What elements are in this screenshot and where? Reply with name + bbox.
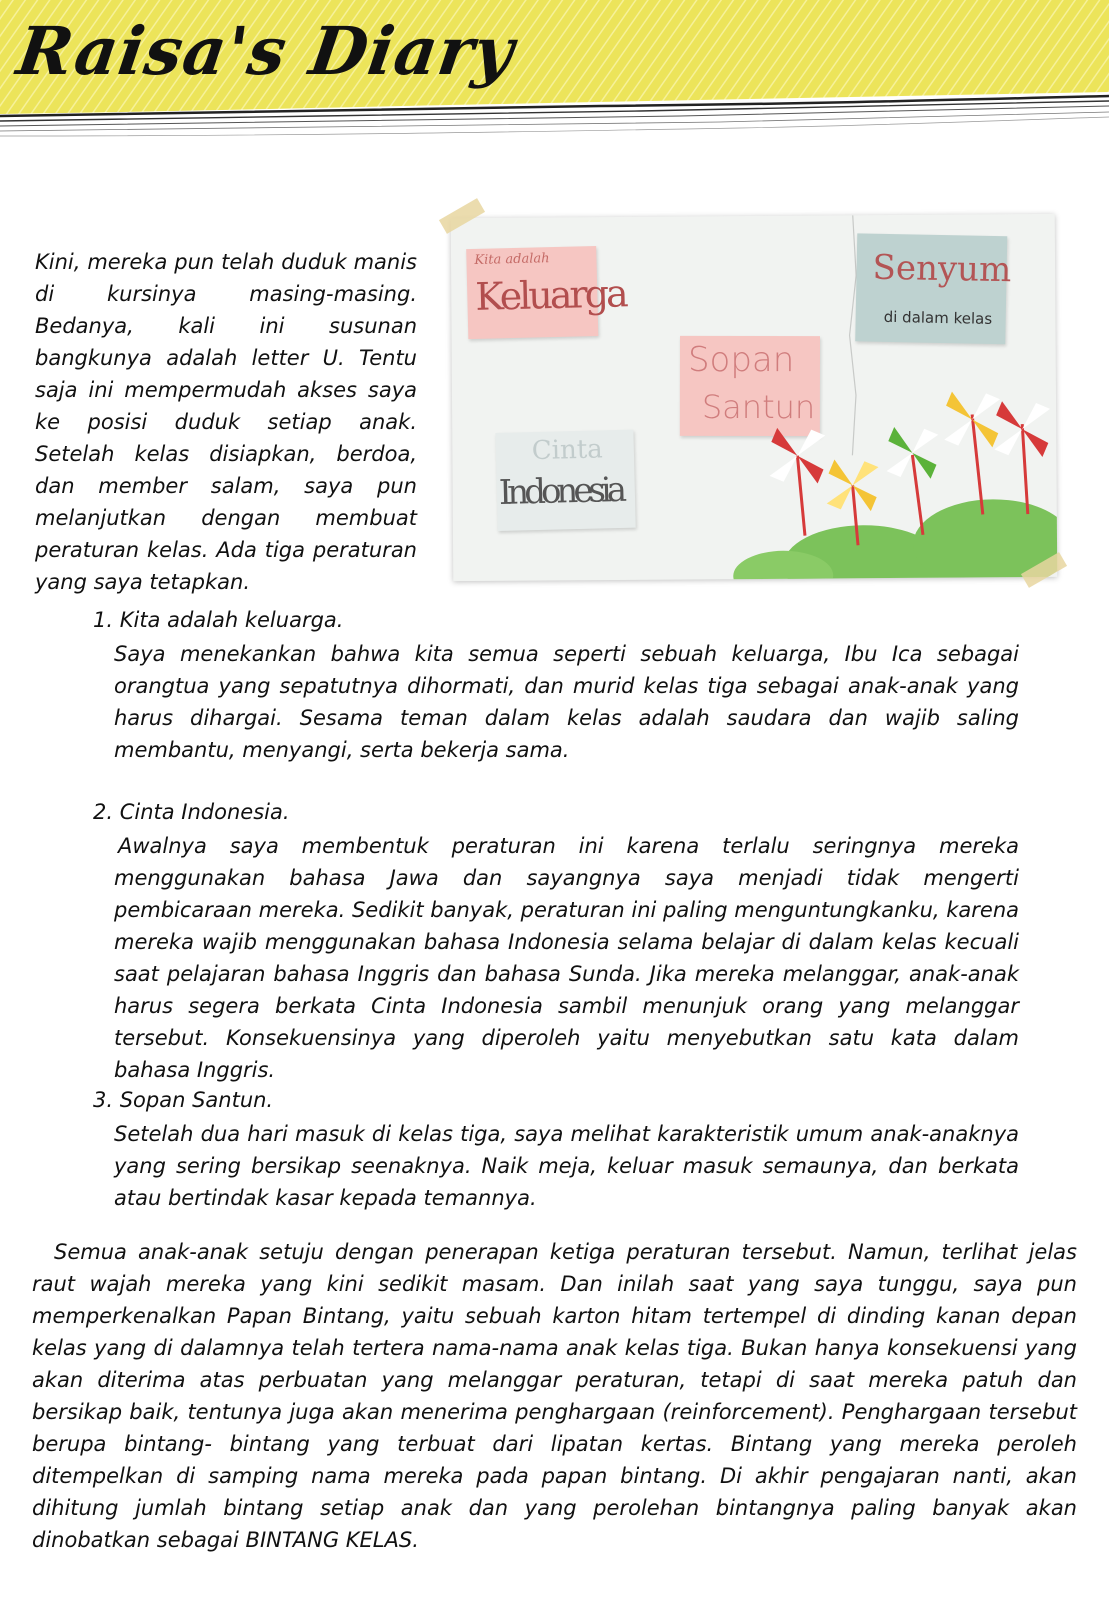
card-keluarga-small: Kita adalah (474, 251, 550, 268)
card-senyum-big: Senyum (872, 247, 1012, 291)
rule-title: 2. Cinta Indonesia. (93, 800, 290, 824)
card-sopan-line2: Santun (701, 387, 816, 427)
card-keluarga-big: Keluarga (474, 271, 627, 319)
intro-paragraph: Kini, mereka pun telah duduk manis di kursinya masing-masing. Bedanya, kali ini susunan bangkunya adalah letter U. Tentu saja ini mempermudah akses saya ke posisi duduk setiap anak. Setelah kelas disiapkan, berdoa, dan member salam, saya pun melanjutkan dengan membuat peraturan kelas. Ada tiga peraturan yang saya tetapkan. (35, 250, 417, 594)
rule-title: 3. Sopan Santun. (93, 1088, 274, 1112)
rule-body: Saya menekankan bahwa kita semua seperti sebuah keluarga, Ibu Ica sebagai orangtua yang sepatutnya dihormati, dan murid kelas tiga sebagai anak-anak yang harus dihargai. Sesama teman dalam kelas adalah saudara dan wajib saling membantu, menyangi, serta bekerja sama. (114, 642, 1019, 762)
page-header (0, 0, 1109, 150)
card-senyum-small: di dalam kelas (883, 307, 993, 328)
card-cinta-small: Cinta (531, 434, 604, 467)
card-sopan-line1: Sopan (687, 339, 795, 381)
pinwheels-graphic (451, 214, 1058, 581)
rule-title: 1. Kita adalah keluarga. (93, 608, 344, 632)
classroom-photo (451, 214, 1058, 581)
closing-paragraph: Semua anak-anak setuju dengan penerapan ketiga peraturan tersebut. Namun, terlihat jelas raut wajah mereka yang kini sedikit masam. Dan inilah saat yang saya tunggu, saya pun memperkenalkan Papan Bintang, yaitu sebuah karton hitam tertempel di dinding kanan depan kelas yang di dalamnya telah tertera nama-nama anak kelas tiga. Bukan hanya konsekuensi yang akan diterima atas perbuatan yang melanggar peraturan, tetapi di saat mereka patuh dan bersikap baik, tentunya juga akan menerima penghargaan (reinforcement). Penghargaan tersebut berupa bintang- bintang yang terbuat dari lipatan kertas. Bintang yang mereka peroleh ditempelkan di samping nama mereka pada papan bintang. Di akhir pengajaran nanti, akan dihitung jumlah bintang setiap anak dan yang perolehan bintangnya paling banyak akan dinobatkan sebagai BINTANG KELAS. (32, 1240, 1077, 1552)
rule-body: Awalnya saya membentuk peraturan ini karena terlalu seringnya mereka menggunakan bahasa Jawa dan sayangnya saya menjadi tidak mengerti pembicaraan mereka. Sedikit banyak, peraturan ini paling menguntungkanku, karena mereka wajib menggunakan bahasa Indonesia selama belajar di dalam kelas kecuali saat pelajaran bahasa Inggris dan bahasa Sunda. Jika mereka melanggar, anak-anak harus segera berkata Cinta Indonesia sambil menunjuk orang yang melanggar tersebut. Konsekuensinya yang diperoleh yaitu menyebutkan satu kata dalam bahasa Inggris. (114, 834, 1019, 1082)
card-cinta-big: Indonesia (498, 469, 623, 513)
diary-title: Raisa's Diary (12, 12, 520, 90)
rule-body: Setelah dua hari masuk di kelas tiga, saya melihat karakteristik umum anak-anaknya yang sering bersikap seenaknya. Naik meja, keluar masuk semaunya, dan berkata atau bertindak kasar kepada temannya. (114, 1122, 1019, 1210)
